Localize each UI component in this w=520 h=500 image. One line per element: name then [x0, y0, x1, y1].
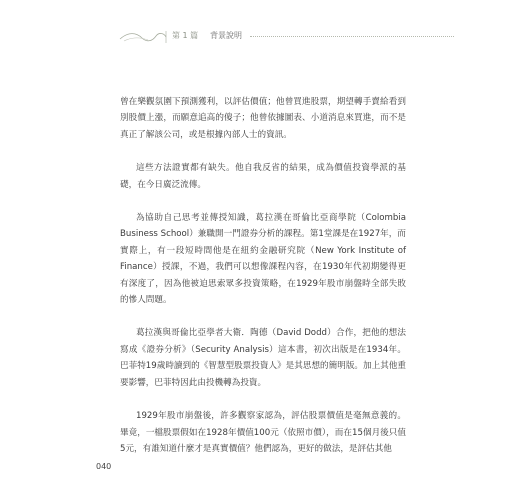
paragraph: 1929年股市崩盤後，許多觀察家認為，評估股票價值是毫無意義的。畢竟，一檔股票假如在1928年價值100元（依照市價），而在15個月後只值5元，有誰知道什麼才是真實價值？他們認為，更好的做法，是評估其他	[120, 411, 406, 454]
paragraph: 這些方法證實都有缺失。他自我反省的結果，成為價值投資學派的基礎，在今日廣泛流傳。	[120, 163, 406, 190]
page-number: 040	[96, 462, 112, 471]
chapter-label: 第 1 篇	[172, 31, 199, 40]
running-header	[118, 28, 454, 46]
paragraph: 曾在樂觀氛圍下預測獲利，以評估價值；他曾買進股票，期望轉手賣給看到別股價上漲，而願意追高的傻子；他曾依據圖表、小道消息來買進，而不是真正了解該公司，或是根據內部人士的資訊。	[120, 97, 406, 140]
paragraph: 葛拉漢與哥倫比亞學者大衛．陶德（David Dodd）合作，把他的想法寫成《證券分析》（Security Analysis）這本書，初次出版是在1934年。巴菲特19歲時讀到的《智慧型股票投資人》是其思想的簡明版。加上其他重要影響，巴菲特因此由投機轉為投資。	[120, 328, 406, 388]
body-text	[120, 94, 406, 474]
section-title: 背景說明	[210, 31, 242, 40]
ornament-flourish-icon	[118, 30, 168, 44]
header-dotted-rule	[250, 36, 454, 37]
paragraph: 為協助自己思考並傳授知識，葛拉漢在哥倫比亞商學院（Colombia Business School）兼職開一門證券分析的課程。第1堂課是在1927年，而實際上，有一段短時間他是在紐約金融研究院（New York Institute of Finance）授課，不過，我們可以想像課程內容，在1930年代初期變得更有深度了，因為他被迫思索眾多投資策略，在1929年股市崩盤時全部失敗的慘人問題。	[120, 213, 406, 306]
